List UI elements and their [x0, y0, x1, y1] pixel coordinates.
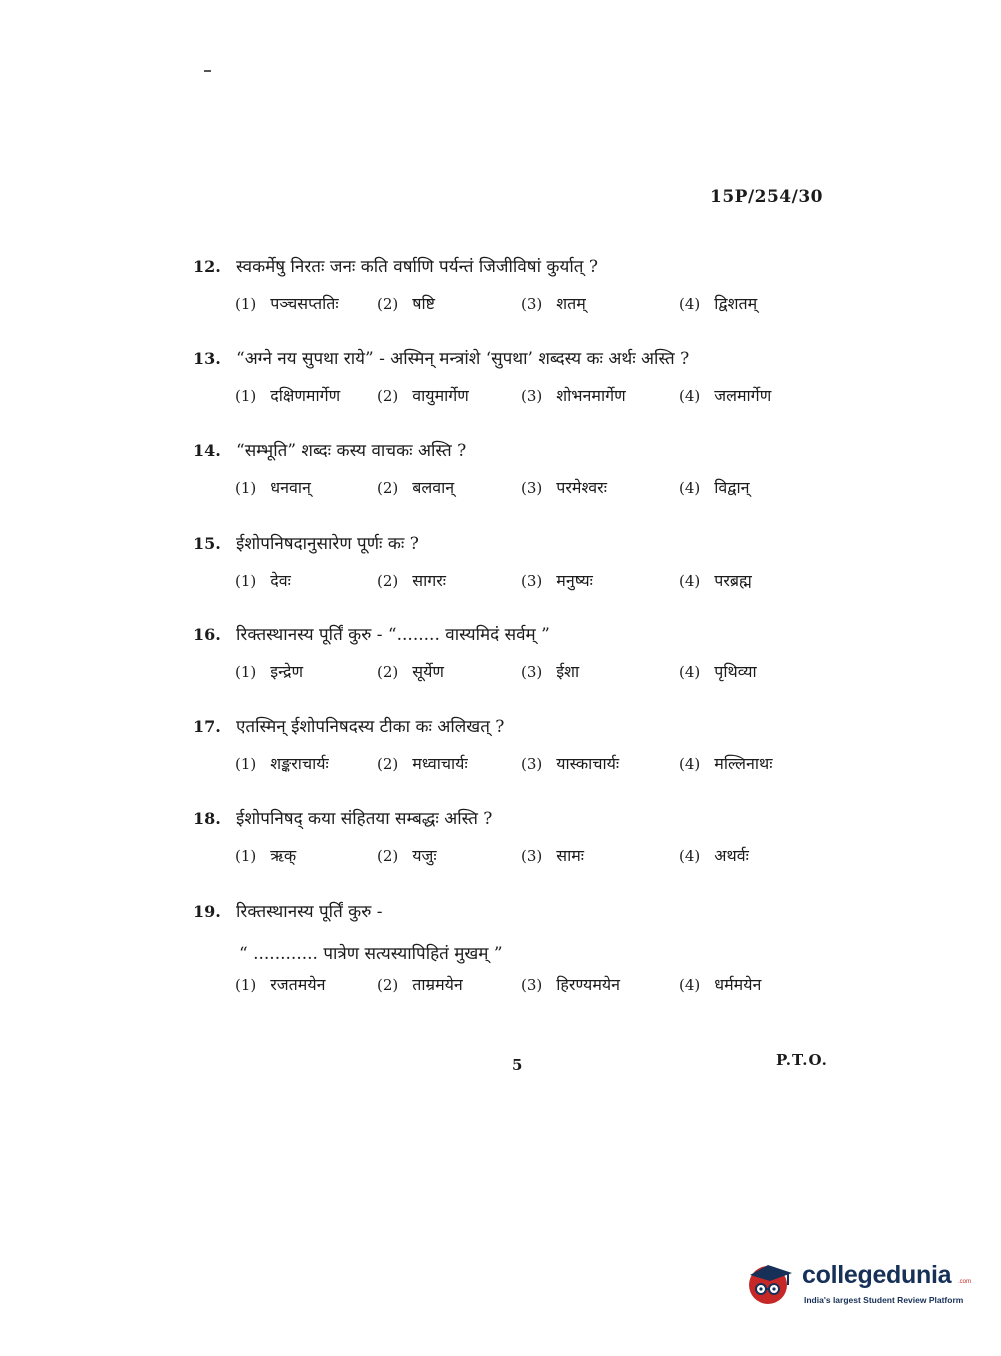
option-2	[377, 660, 444, 682]
option-text: अथर्वः	[714, 846, 749, 865]
option-number: (2)	[377, 479, 399, 497]
option-text: शतम्	[556, 294, 586, 313]
question-number: 14.	[193, 441, 221, 460]
option-text: रजतमयेन	[270, 975, 326, 994]
option-number: (3)	[521, 847, 543, 865]
question-number: 15.	[193, 534, 221, 553]
option-number: (1)	[235, 572, 257, 590]
option-1	[235, 384, 340, 406]
question-text: स्वकर्मेषु निरतः जनः कति वर्षाणि पर्यन्तं जिजीविषां कुर्यात् ?	[236, 257, 598, 277]
option-number: (3)	[521, 976, 543, 994]
option-number: (3)	[521, 295, 543, 313]
option-4	[679, 660, 757, 682]
stray-mark	[204, 70, 211, 72]
page-number: 5	[512, 1056, 523, 1074]
option-2	[377, 292, 435, 314]
option-4	[679, 384, 771, 406]
option-text: शङ्कराचार्यः	[270, 754, 329, 773]
question-18	[193, 806, 853, 874]
question-12	[193, 254, 853, 322]
option-number: (1)	[235, 755, 257, 773]
option-4	[679, 292, 757, 314]
question-17	[193, 714, 853, 782]
option-1	[235, 569, 291, 591]
quote-line: “ ............ पात्रेण सत्यस्यापिहितं मुखम् ”	[239, 944, 503, 964]
option-number: (4)	[679, 479, 701, 497]
option-text: दक्षिणमार्गेण	[270, 386, 341, 405]
option-number: (2)	[377, 387, 399, 405]
options-row	[193, 973, 853, 1003]
option-number: (2)	[377, 663, 399, 681]
option-number: (1)	[235, 295, 257, 313]
option-1	[235, 844, 296, 866]
question-text: “सम्भूति” शब्दः कस्य वाचकः अस्ति ?	[236, 441, 467, 461]
option-number: (4)	[679, 755, 701, 773]
option-number: (2)	[377, 755, 399, 773]
option-number: (1)	[235, 387, 257, 405]
question-text: ईशोपनिषद् कया संहितया सम्बद्धः अस्ति ?	[236, 809, 493, 829]
option-1	[235, 973, 326, 995]
options-row	[193, 752, 853, 782]
question-13	[193, 346, 853, 414]
option-text: द्विशतम्	[714, 294, 758, 313]
options-row	[193, 292, 853, 322]
option-text: शोभनमार्गेण	[556, 386, 626, 405]
options-row	[193, 476, 853, 506]
question-15	[193, 531, 853, 599]
option-number: (4)	[679, 387, 701, 405]
option-text: बलवान्	[412, 478, 455, 497]
option-text: ईशा	[556, 662, 580, 681]
question-19	[193, 899, 853, 1003]
option-3	[521, 292, 586, 314]
question-text: एतस्मिन् ईशोपनिषदस्य टीका कः अलिखत् ?	[236, 717, 505, 737]
options-row	[193, 569, 853, 599]
option-4	[679, 752, 773, 774]
option-text: हिरण्यमयेन	[556, 975, 621, 994]
question-14	[193, 438, 853, 506]
option-2	[377, 752, 468, 774]
question-text: रिक्तस्थानस्य पूर्तिं कुरु - “........ वास्यमिदं सर्वम् ”	[236, 625, 550, 645]
option-number: (4)	[679, 847, 701, 865]
option-2	[377, 569, 446, 591]
option-4	[679, 844, 749, 866]
question-number: 13.	[193, 349, 221, 368]
brand-domain: .com	[958, 1279, 972, 1285]
option-3	[521, 844, 584, 866]
option-text: धनवान्	[270, 478, 311, 497]
option-text: देवः	[270, 571, 291, 590]
question-text: ईशोपनिषदानुसारेण पूर्णः कः ?	[236, 534, 419, 554]
option-number: (1)	[235, 976, 257, 994]
option-text: जलमार्गेण	[714, 386, 772, 405]
option-number: (4)	[679, 663, 701, 681]
option-text: मनुष्यः	[556, 571, 593, 590]
question-number: 16.	[193, 625, 221, 644]
option-2	[377, 476, 454, 498]
option-number: (4)	[679, 976, 701, 994]
question-number: 17.	[193, 717, 221, 736]
option-3	[521, 752, 619, 774]
collegedunia-watermark	[742, 1251, 972, 1311]
option-2	[377, 384, 469, 406]
option-number: (3)	[521, 663, 543, 681]
option-text: यास्काचार्यः	[556, 754, 620, 773]
question-number: 19.	[193, 902, 221, 921]
question-number: 18.	[193, 809, 221, 828]
option-text: मल्लिनाथः	[714, 754, 773, 773]
option-number: (3)	[521, 755, 543, 773]
paper-code: 15P/254/30	[710, 187, 824, 207]
option-text: पृथिव्या	[714, 662, 757, 681]
option-number: (1)	[235, 479, 257, 497]
option-2	[377, 844, 437, 866]
options-row	[193, 844, 853, 874]
options-row	[193, 384, 853, 414]
question-16	[193, 622, 853, 690]
options-row	[193, 660, 853, 690]
brand-name: collegedunia	[802, 1261, 952, 1289]
option-2	[377, 973, 463, 995]
option-3	[521, 569, 593, 591]
option-4	[679, 973, 761, 995]
question-number: 12.	[193, 257, 221, 276]
option-number: (1)	[235, 847, 257, 865]
option-text: वायुमार्गेण	[412, 386, 469, 405]
option-number: (2)	[377, 572, 399, 590]
option-3	[521, 384, 626, 406]
option-number: (2)	[377, 976, 399, 994]
option-number: (3)	[521, 572, 543, 590]
option-text: ऋक्	[270, 846, 297, 865]
option-number: (3)	[521, 387, 543, 405]
option-text: विद्वान्	[714, 478, 750, 497]
option-number: (4)	[679, 295, 701, 313]
question-text: “अग्ने नय सुपथा राये” - अस्मिन् मन्त्रांशे ‘सुपथा’ शब्दस्य कः अर्थः अस्ति ?	[236, 349, 690, 369]
option-number: (1)	[235, 663, 257, 681]
option-text: सामः	[556, 846, 585, 865]
option-text: सागरः	[412, 571, 446, 590]
option-text: धर्ममयेन	[714, 975, 762, 994]
option-text: परब्रह्म	[714, 571, 752, 590]
option-number: (4)	[679, 572, 701, 590]
option-3	[521, 476, 607, 498]
option-1	[235, 476, 311, 498]
mascot-icon	[742, 1253, 798, 1309]
option-number: (3)	[521, 479, 543, 497]
brand-tagline: India's largest Student Review Platform	[804, 1295, 964, 1305]
option-1	[235, 292, 339, 314]
option-1	[235, 660, 303, 682]
option-text: ताम्रमयेन	[412, 975, 463, 994]
option-text: यजुः	[412, 846, 437, 865]
option-4	[679, 569, 752, 591]
option-text: इन्द्रेण	[270, 662, 304, 681]
option-number: (2)	[377, 847, 399, 865]
option-4	[679, 476, 750, 498]
option-1	[235, 752, 329, 774]
pto-label: P.T.O.	[776, 1051, 828, 1069]
option-text: परमेश्वरः	[556, 478, 607, 497]
question-text: रिक्तस्थानस्य पूर्तिं कुरु -	[236, 902, 383, 922]
option-number: (2)	[377, 295, 399, 313]
option-text: पञ्चसप्ततिः	[270, 294, 339, 313]
option-3	[521, 660, 579, 682]
option-text: षष्टि	[412, 294, 435, 313]
option-text: मध्वाचार्यः	[412, 754, 468, 773]
option-3	[521, 973, 620, 995]
option-text: सूर्येण	[412, 662, 444, 681]
